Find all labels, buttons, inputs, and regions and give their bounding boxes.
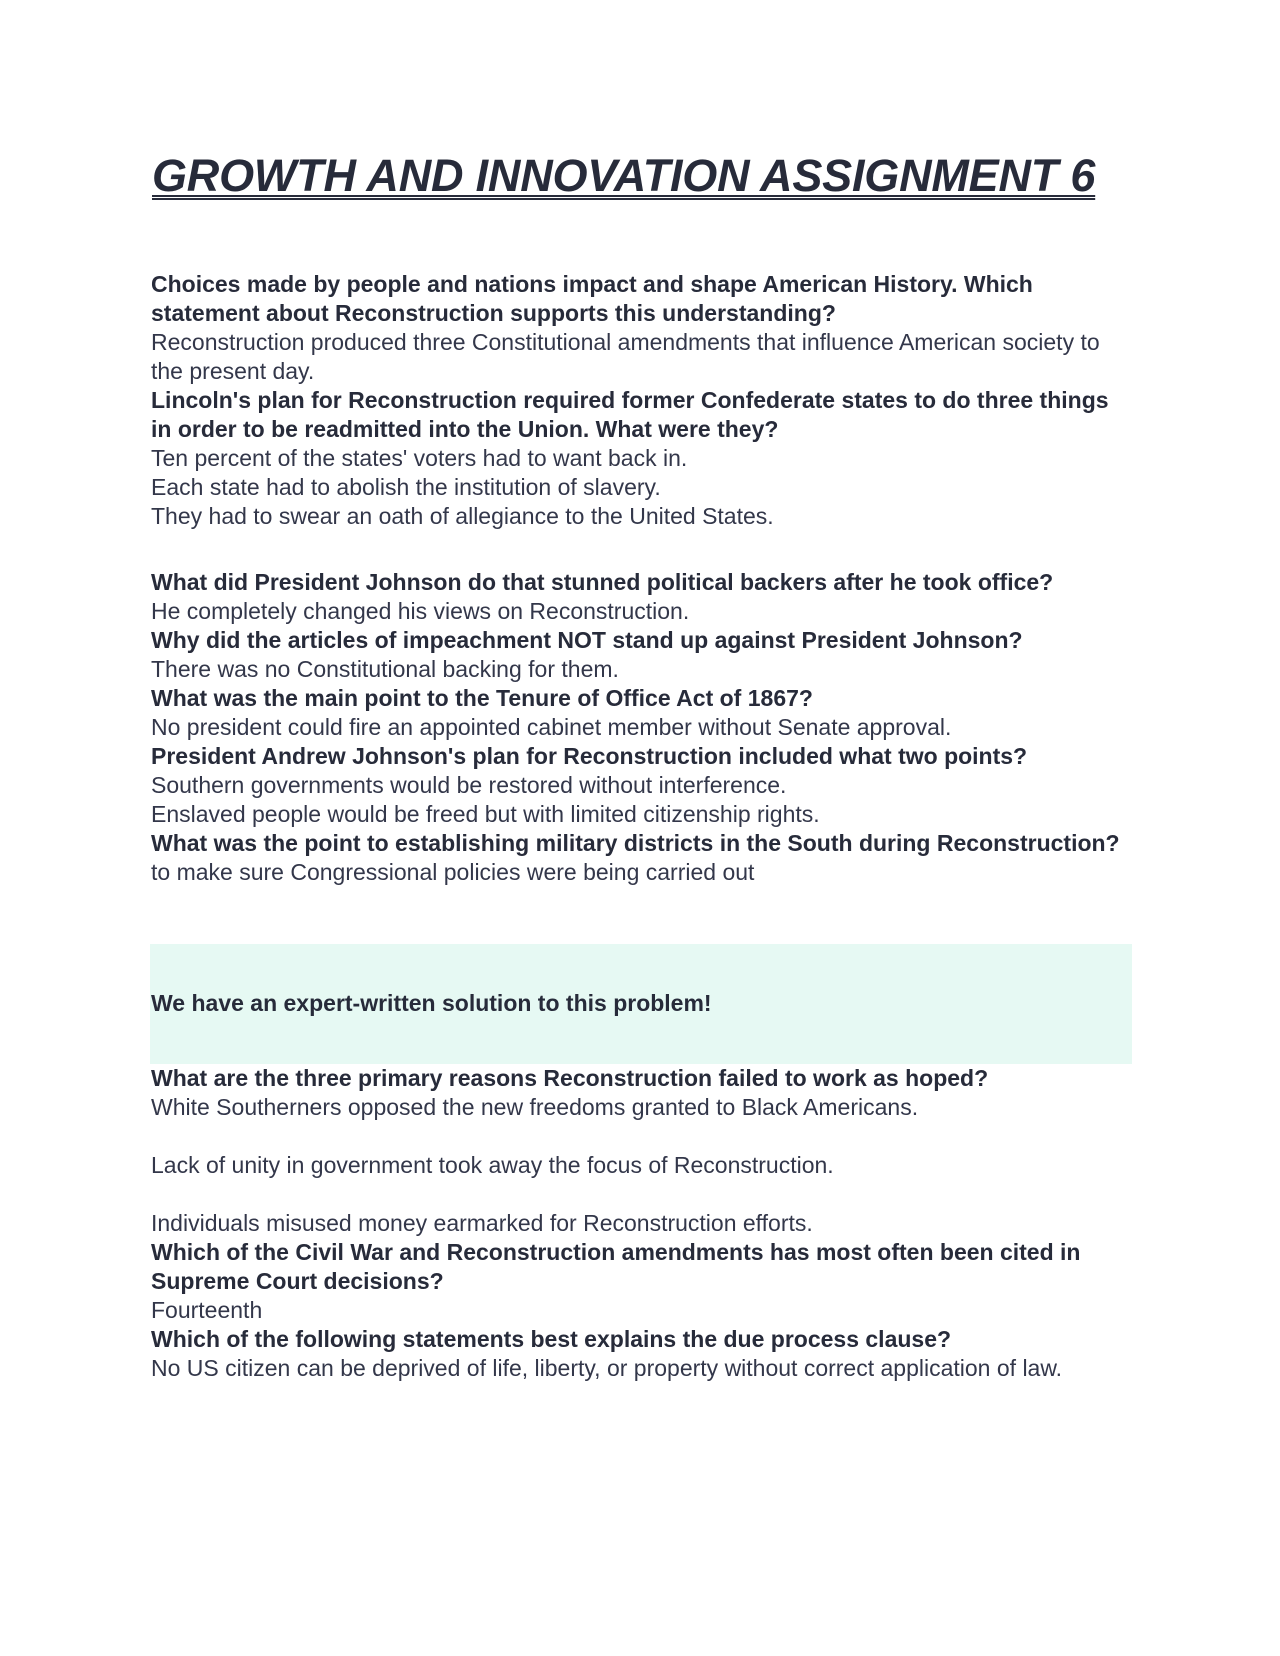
question-5: What was the main point to the Tenure of Office Act of 1867?: [151, 685, 813, 711]
qa-section-2: [151, 568, 1131, 887]
spacer: [151, 1180, 1131, 1209]
answer-5: No president could fire an appointed cabinet member without Senate approval.: [151, 714, 952, 740]
answer-6a: Southern governments would be restored without interference.: [151, 772, 787, 798]
answer-6b: Enslaved people would be freed but with limited citizenship rights.: [151, 801, 820, 827]
expert-solution-text: We have an expert-written solution to this problem!: [151, 990, 712, 1016]
question-7: What was the point to establishing military districts in the South during Reconstruction?: [151, 830, 1120, 856]
question-1: Choices made by people and nations impact and shape American History. Which statement about Reconstruction supports this understanding?: [151, 271, 1033, 326]
answer-10: No US citizen can be deprived of life, liberty, or property without correct application of law.: [151, 1355, 1063, 1381]
page-title: GROWTH AND INNOVATION ASSIGNMENT 6: [152, 150, 1096, 201]
answer-2c: They had to swear an oath of allegiance to the United States.: [151, 503, 774, 529]
answer-8c: Individuals misused money earmarked for Reconstruction efforts.: [151, 1210, 813, 1236]
question-4: Why did the articles of impeachment NOT stand up against President Johnson?: [151, 627, 1023, 653]
answer-8b: Lack of unity in government took away the focus of Reconstruction.: [151, 1152, 834, 1178]
answer-9: Fourteenth: [151, 1297, 263, 1323]
answer-2b: Each state had to abolish the institution of slavery.: [151, 474, 661, 500]
answer-4: There was no Constitutional backing for them.: [151, 656, 619, 682]
answer-8a: White Southerners opposed the new freedoms granted to Black Americans.: [151, 1094, 919, 1120]
spacer: [151, 1122, 1131, 1151]
question-10: Which of the following statements best explains the due process clause?: [151, 1326, 952, 1352]
question-3: What did President Johnson do that stunned political backers after he took office?: [151, 569, 1054, 595]
question-8: What are the three primary reasons Reconstruction failed to work as hoped?: [151, 1065, 989, 1091]
answer-2a: Ten percent of the states' voters had to want back in.: [151, 445, 688, 471]
qa-section-1: [151, 270, 1131, 531]
qa-section-3: [151, 1064, 1131, 1383]
expert-solution-banner[interactable]: [150, 944, 1132, 1064]
answer-7: to make sure Congressional policies were being carried out: [151, 859, 755, 885]
answer-3: He completely changed his views on Reconstruction.: [151, 598, 690, 624]
answer-1: Reconstruction produced three Constitutional amendments that influence American society to the present day.: [151, 329, 1100, 384]
question-2: Lincoln's plan for Reconstruction required former Confederate states to do three things in order to be readmitted into the Union. What were they?: [151, 387, 1109, 442]
question-9: Which of the Civil War and Reconstruction amendments has most often been cited in Supreme Court decisions?: [151, 1239, 1081, 1294]
question-6: President Andrew Johnson's plan for Reconstruction included what two points?: [151, 743, 1028, 769]
